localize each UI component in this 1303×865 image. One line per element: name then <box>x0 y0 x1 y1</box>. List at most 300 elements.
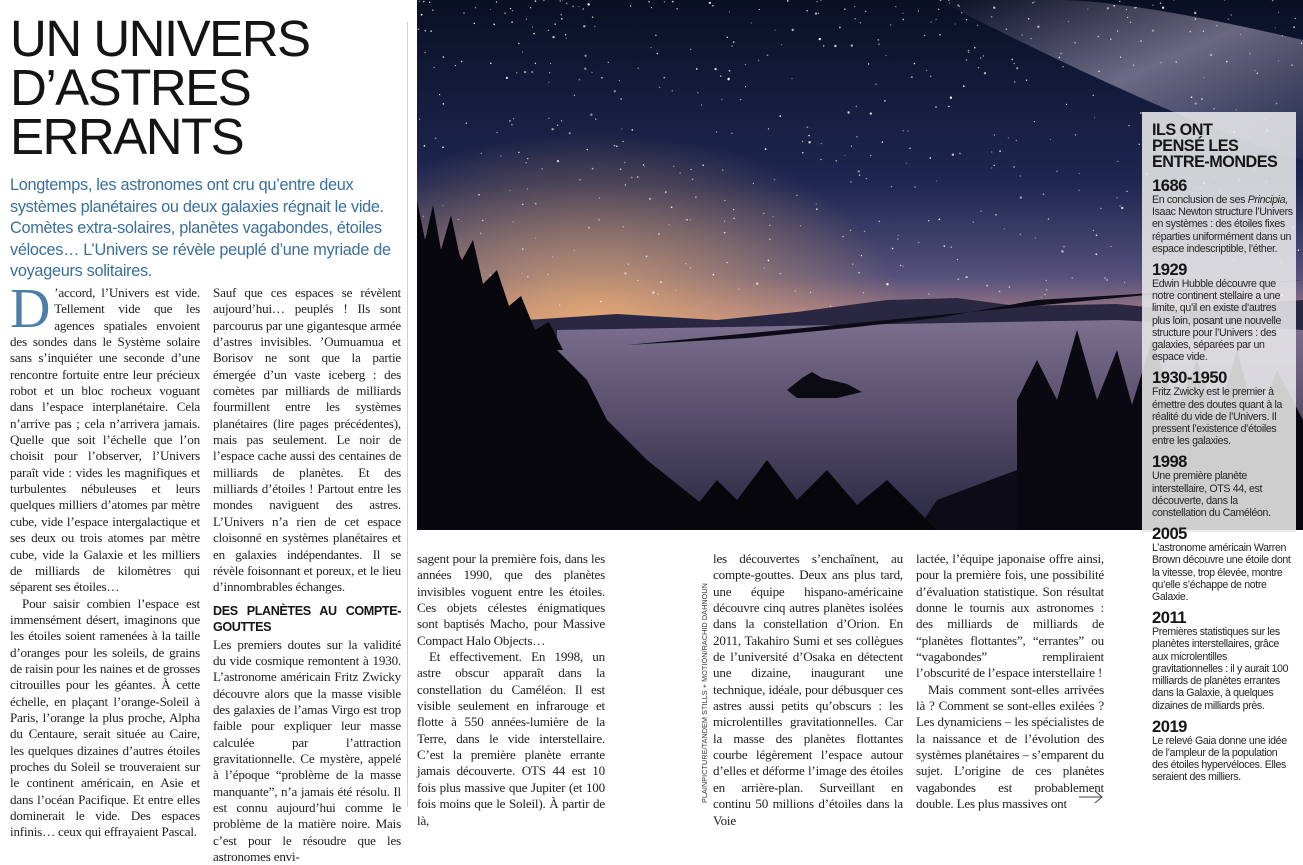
entry-text: Le relevé Gaia donne une idée de l’ampleur de la population des étoiles hypervéloces. Elles seraient des milliers. <box>1152 734 1287 784</box>
star <box>1255 70 1256 71</box>
star <box>816 203 817 204</box>
star <box>1119 1 1120 2</box>
star <box>835 160 837 162</box>
star <box>907 130 908 131</box>
star <box>842 236 843 237</box>
star <box>584 68 586 70</box>
star <box>500 155 501 156</box>
star <box>1066 104 1067 105</box>
star <box>535 203 537 205</box>
star <box>999 291 1001 293</box>
timeline-sidebar <box>1152 122 1293 790</box>
star <box>522 204 523 205</box>
star <box>578 6 579 7</box>
timeline-entry-text <box>1152 278 1293 363</box>
star <box>442 146 444 148</box>
star <box>733 41 735 43</box>
star <box>423 1 424 2</box>
star <box>914 63 916 65</box>
star <box>733 209 734 210</box>
star <box>1032 2 1034 4</box>
star <box>541 168 543 170</box>
star <box>808 141 810 143</box>
star <box>608 62 609 63</box>
star <box>512 10 513 11</box>
star <box>1026 80 1027 81</box>
star <box>561 120 562 121</box>
star <box>851 44 853 46</box>
star <box>530 7 531 8</box>
star <box>511 124 512 125</box>
star <box>509 120 511 122</box>
star <box>991 151 992 152</box>
star <box>731 132 733 134</box>
star <box>1061 250 1063 252</box>
star <box>810 292 811 293</box>
star <box>518 152 519 153</box>
star <box>973 221 974 222</box>
star <box>513 118 514 119</box>
star <box>535 0 537 2</box>
star <box>859 174 861 176</box>
star <box>1240 34 1241 35</box>
star <box>930 21 931 22</box>
star <box>1257 72 1259 74</box>
star <box>1094 117 1095 118</box>
star <box>644 166 645 167</box>
star <box>713 274 715 276</box>
star <box>1100 208 1101 209</box>
star <box>549 72 550 73</box>
star <box>493 24 495 26</box>
entry-text: Premières statistiques sur les planètes interstellaires, grâce aux microlentilles gravitationnelles : il y aurait 100 milliards de planètes errantes dans la Galaxie, à quelques dizaines de milliards près. <box>1152 626 1289 712</box>
star <box>527 276 529 278</box>
star <box>882 141 884 143</box>
star <box>977 25 978 26</box>
star <box>1046 280 1047 281</box>
star <box>442 205 443 206</box>
star <box>1033 2 1034 3</box>
star <box>854 6 855 7</box>
star <box>673 166 674 167</box>
star <box>1060 53 1061 54</box>
star <box>726 262 727 263</box>
star <box>620 168 622 170</box>
star <box>1228 18 1230 20</box>
star <box>877 39 879 41</box>
star <box>772 216 773 217</box>
star <box>886 283 888 285</box>
star <box>574 95 575 96</box>
star <box>1152 4 1153 5</box>
star <box>991 16 993 18</box>
star <box>551 128 553 130</box>
star <box>1249 53 1251 55</box>
star <box>850 230 851 231</box>
star <box>774 29 775 30</box>
star <box>819 38 821 40</box>
star <box>672 90 674 92</box>
star <box>701 105 702 106</box>
star <box>1216 25 1218 27</box>
star <box>1075 134 1077 136</box>
star <box>891 186 893 188</box>
star <box>490 9 491 10</box>
star <box>1226 61 1228 63</box>
star <box>1079 173 1080 174</box>
timeline-entries <box>1152 177 1293 784</box>
star <box>938 9 939 10</box>
paragraph: Et effectivement. En 1998, un astre obscur apparaît dans la constellation du Caméléon. Il est visible seulement en infrarouge et flotte à 550 années-lumière de la Terre, dans le vide interstellaire. C’est la première planète errante jamais découverte. OTS 44 est 10 fois plus massive que Jupiter (et 100 fois moins que le Soleil). À partir de là, <box>417 649 605 828</box>
timeline-year: 1998 <box>1152 452 1187 472</box>
star <box>939 34 941 36</box>
star <box>866 178 868 180</box>
star <box>481 153 482 154</box>
star <box>895 6 896 7</box>
body-column-1 <box>10 278 200 841</box>
timeline-year: 1930-1950 <box>1152 368 1227 388</box>
star <box>527 158 528 159</box>
star <box>751 22 752 23</box>
star <box>1136 7 1137 8</box>
star <box>963 85 965 87</box>
star <box>765 148 767 150</box>
star <box>513 221 514 222</box>
star <box>986 285 988 287</box>
star <box>1110 246 1111 247</box>
entry-text: Edwin Hubble découvre que notre continent stellaire a une limite, qu’il en existe d’autres plus loin, posant une nouvelle structure pour l’Univers : des galaxies, séparées par un espace vide. <box>1152 278 1282 364</box>
star <box>1016 67 1018 69</box>
dropcap: D <box>10 278 51 340</box>
star <box>1106 279 1108 281</box>
star <box>423 216 424 217</box>
star <box>588 227 590 229</box>
star <box>526 19 527 20</box>
star <box>587 149 588 150</box>
star <box>547 274 549 276</box>
star <box>592 16 593 17</box>
star <box>497 132 498 133</box>
star <box>624 162 625 163</box>
star <box>844 155 845 156</box>
star <box>935 106 937 108</box>
star <box>1014 81 1015 82</box>
star <box>614 90 616 92</box>
star <box>1028 18 1029 19</box>
star <box>924 35 926 37</box>
star <box>724 232 726 234</box>
star <box>425 30 427 32</box>
star <box>965 276 967 278</box>
star <box>902 13 903 14</box>
star <box>884 100 886 102</box>
star <box>583 8 584 9</box>
star <box>552 256 553 257</box>
star <box>1276 103 1278 105</box>
star <box>490 63 492 65</box>
star <box>557 124 559 126</box>
star <box>870 112 872 114</box>
star <box>993 7 995 9</box>
star <box>745 64 747 66</box>
star <box>511 21 513 23</box>
star <box>657 53 658 54</box>
star <box>1117 161 1118 162</box>
star <box>897 238 898 239</box>
star <box>685 263 687 265</box>
star <box>419 0 420 1</box>
star <box>652 291 654 293</box>
star <box>900 265 901 266</box>
star <box>1062 66 1063 67</box>
paragraph: sagent pour la première fois, dans les années 1990, que des planètes invisibles voguent entre les étoiles. Ces objets célestes énigmatiques sont baptisés Macho, pour Massive Compact Halo Objects… <box>417 551 605 648</box>
star <box>591 72 592 73</box>
star <box>619 80 620 81</box>
star <box>424 52 425 53</box>
star <box>518 43 519 44</box>
star <box>720 75 722 77</box>
star <box>616 146 617 147</box>
star <box>663 77 665 79</box>
star <box>796 195 797 196</box>
star <box>637 176 639 178</box>
star <box>898 235 899 236</box>
star <box>697 92 698 93</box>
star <box>906 163 907 164</box>
star <box>807 126 809 128</box>
star <box>482 220 483 221</box>
star <box>724 200 725 201</box>
star <box>1078 190 1079 191</box>
star <box>643 164 644 165</box>
star <box>1160 2 1161 3</box>
paragraph: Sauf que ces espaces se révèlent aujourd’hui… peuplés ! Ils sont parcourus par une gigantesque armée d’astres invisibles. ’Oumuamua et Borisov ne sont que la partie émergée d’un vaste iceberg : des comètes par milliards de milliards fourmillent entre les systèmes planétaires (lire pages précédentes), mais pas seulement. Le noir de l’espace cache aussi des centaines de milliards de planètes. Et des milliards d’étoiles ! Partout entre les mondes naviguent des astres. L’Univers n’a rien de cet espace cloisonné en systèmes planétaires et en galaxies indépendantes. Il se révèle foisonnant et poreux, et le lieu d’innombrables échanges. <box>213 285 401 595</box>
star <box>521 273 522 274</box>
star <box>566 3 568 5</box>
star <box>1113 5 1115 7</box>
star <box>1037 26 1039 28</box>
star <box>1117 30 1119 32</box>
star <box>868 63 869 64</box>
star <box>1048 218 1050 220</box>
star <box>802 152 804 154</box>
star <box>949 2 950 3</box>
star <box>830 306 831 307</box>
star <box>599 198 600 199</box>
star <box>844 8 846 10</box>
star <box>679 172 681 174</box>
entry-italic-text: Principia, <box>1247 194 1288 206</box>
star <box>429 2 431 4</box>
star <box>781 44 782 45</box>
star <box>733 218 734 219</box>
body-column-2 <box>213 285 401 865</box>
star <box>860 22 861 23</box>
star <box>779 115 781 117</box>
star <box>1278 60 1279 61</box>
timeline-year: 2005 <box>1152 524 1187 544</box>
star <box>1138 143 1140 145</box>
star <box>961 12 962 13</box>
star <box>490 274 491 275</box>
title-line-1: UN UNIVERS <box>10 10 310 67</box>
star <box>443 56 445 58</box>
star <box>852 263 853 264</box>
star <box>815 12 817 14</box>
star <box>1004 228 1005 229</box>
star <box>559 305 560 306</box>
star <box>532 26 533 27</box>
star <box>665 191 667 193</box>
star <box>510 8 511 9</box>
star <box>856 136 858 138</box>
star <box>1016 140 1017 141</box>
star <box>959 153 961 155</box>
star <box>1035 238 1036 239</box>
star <box>728 77 730 79</box>
star <box>1104 277 1106 279</box>
star <box>421 14 423 16</box>
entry-text: En conclusion de ses <box>1152 194 1248 206</box>
star <box>902 19 904 21</box>
star <box>1041 297 1042 298</box>
star <box>856 106 857 107</box>
star <box>630 5 631 6</box>
star <box>569 132 571 134</box>
entry-text: Fritz Zwicky est le premier à émettre des doutes quant à la réalité du vide de l’Univers. Il pressent l’existence d’étoiles entre les galaxies. <box>1152 386 1283 448</box>
star <box>903 130 905 132</box>
star <box>1050 139 1051 140</box>
star <box>579 179 581 181</box>
star <box>474 23 476 25</box>
paragraph: Mais comment sont-elles arrivées là ? Comment se sont-elles exilées ? Les dynamiciens – les spécialistes de la naissance et de l’évolution des systèmes planétaires – s’emparent du sujet. L’origine de ces planètes vagabondes est probablement double. Les plus massives ont <box>916 681 1104 812</box>
star <box>968 52 969 53</box>
star <box>983 55 984 56</box>
star <box>974 47 976 49</box>
body-column-4 <box>713 551 903 829</box>
star <box>690 48 692 50</box>
paragraph <box>10 278 200 596</box>
star <box>879 221 881 223</box>
star <box>716 131 717 132</box>
star <box>948 106 949 107</box>
star <box>1126 9 1127 10</box>
star <box>795 290 797 292</box>
star <box>584 55 586 57</box>
star <box>1140 40 1142 42</box>
star <box>966 19 967 20</box>
star <box>1133 64 1134 65</box>
star <box>861 255 862 256</box>
timeline-entry-text <box>1152 542 1293 603</box>
title-line-2: D’ASTRES <box>10 59 251 116</box>
star <box>1095 253 1097 255</box>
timeline-entry-text <box>1152 386 1293 447</box>
star <box>1074 42 1076 44</box>
star <box>722 169 723 170</box>
star <box>631 177 633 179</box>
star <box>592 168 594 170</box>
star <box>865 11 867 13</box>
star <box>1210 54 1212 56</box>
star <box>875 84 876 85</box>
star <box>535 63 536 64</box>
star <box>1134 7 1136 9</box>
star <box>461 61 463 63</box>
star <box>823 45 824 46</box>
sidebar-title-line-2: PENSÉ LES <box>1152 137 1239 155</box>
star <box>1278 12 1279 13</box>
star <box>557 160 559 162</box>
section-subhead: DES PLANÈTES AU COMPTE-GOUTTES <box>213 603 401 634</box>
star <box>1020 175 1021 176</box>
timeline-entry-text <box>1152 735 1293 784</box>
star <box>851 146 852 147</box>
star <box>465 122 467 124</box>
paragraph: Pour saisir combien l’espace est immensément désert, imaginons que les étoiles soient ramenées à la taille d’oranges pour les soleils, de grains de raisin pour les naines et de grosses citrouilles pour les géantes. À cette échelle, en plaçant l’orange-Soleil à Paris, l’orange la plus proche, Alpha du Centaure, serait située au Caire, les quelques dizaines d’autres étoiles proches du Soleil se trouveraient sur le continent américain, en Asie et dans l’océan Pacifique. Et entre elles dominerait le vide. Des espaces infinis… ceux qui effrayaient Pascal. <box>10 595 200 840</box>
timeline-entry-text <box>1152 194 1293 255</box>
star <box>854 18 855 19</box>
star <box>764 267 765 268</box>
star <box>566 38 567 39</box>
star <box>914 186 915 187</box>
star <box>952 154 954 156</box>
star <box>637 67 639 69</box>
star <box>455 65 456 66</box>
star <box>579 79 581 81</box>
star <box>624 272 626 274</box>
star <box>756 283 758 285</box>
star <box>560 14 562 16</box>
star <box>435 137 437 139</box>
star <box>935 19 936 20</box>
star <box>601 77 603 79</box>
star <box>767 54 769 56</box>
star <box>902 266 903 267</box>
star <box>1236 109 1237 110</box>
star <box>691 169 692 170</box>
star <box>1230 14 1232 16</box>
star <box>1295 18 1296 19</box>
star <box>943 245 945 247</box>
paragraph: lactée, l’équipe japonaise offre ainsi, pour la première fois, une possibilité d’évaluation statistique. Son résultat donne le tournis aux astronomes : des milliards de milliards de “planètes flottantes”, “errantes” ou “vagabondes” rempliraient l’obscurité de l’espace interstellaire ! <box>916 551 1104 681</box>
star <box>966 59 968 61</box>
star <box>657 294 658 295</box>
star <box>1043 193 1045 195</box>
star <box>999 150 1001 152</box>
article-title <box>10 10 405 165</box>
star <box>595 118 596 119</box>
star <box>929 157 931 159</box>
star <box>863 292 864 293</box>
star <box>463 12 465 14</box>
star <box>648 1 650 3</box>
article-lead: Longtemps, les astronomes ont cru qu’entre deux systèmes planétaires ou deux galaxies régnait le vide. Comètes extra-solaires, planètes vagabondes, étoiles véloces… L’Univers se révèle peuplé d’une myriade de voyageurs solitaires. <box>10 176 391 280</box>
star <box>709 2 711 4</box>
body-column-3 <box>417 551 605 829</box>
star <box>712 5 714 7</box>
star <box>1175 61 1177 63</box>
star <box>1087 9 1088 10</box>
star <box>1110 38 1112 40</box>
star <box>978 67 979 68</box>
star <box>625 184 627 186</box>
star <box>1160 62 1161 63</box>
star <box>550 63 551 64</box>
star <box>1046 289 1047 290</box>
star <box>968 50 970 52</box>
star <box>583 25 585 27</box>
